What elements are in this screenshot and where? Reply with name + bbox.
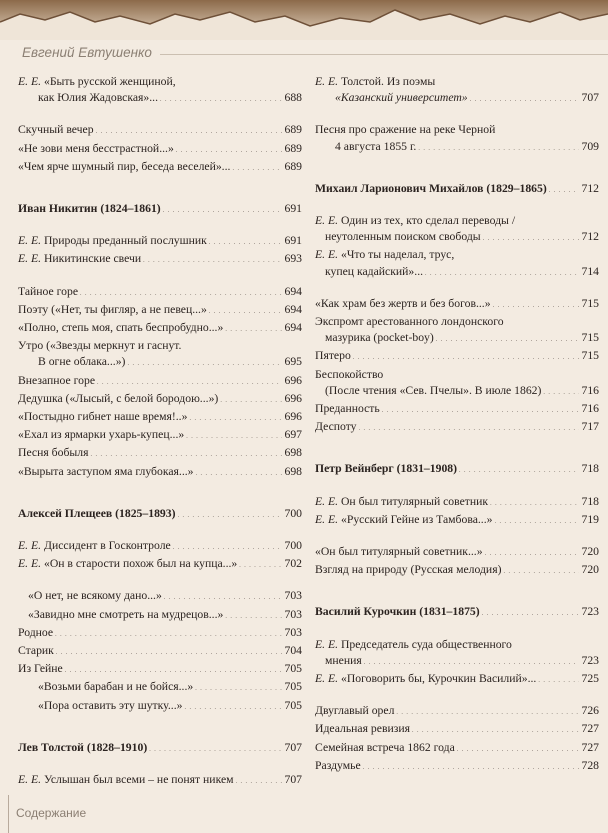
toc-author-heading[interactable] bbox=[315, 461, 599, 479]
dot-leader bbox=[457, 740, 580, 758]
toc-entry[interactable] bbox=[315, 401, 599, 419]
toc-entry-title: Е. Е. Природы преданный послушник bbox=[18, 234, 207, 248]
toc-entry-line: Е. Е. Толстой. Из поэмы bbox=[315, 75, 436, 88]
toc-entry[interactable] bbox=[18, 556, 302, 574]
toc-page-number: 718 bbox=[581, 462, 599, 476]
toc-entry-title: «Как храм без жертв и без богов...» bbox=[315, 296, 491, 310]
toc-page-number: 720 bbox=[581, 563, 599, 577]
dot-leader bbox=[143, 251, 282, 269]
toc-entry[interactable] bbox=[18, 538, 302, 556]
toc-page-number: 704 bbox=[284, 644, 302, 658]
toc-page-number: 702 bbox=[284, 557, 302, 571]
toc-entry-title: как Юлия Жадовская»... bbox=[38, 91, 159, 105]
dot-leader bbox=[196, 464, 283, 482]
dot-leader bbox=[225, 320, 282, 338]
toc-page-number: 696 bbox=[284, 391, 302, 405]
toc-entry-title: «Казанский университет» bbox=[335, 91, 468, 105]
toc-page-number: 697 bbox=[284, 428, 302, 442]
dot-leader bbox=[436, 330, 580, 348]
toc-entry-title: «Завидно мне смотреть на мудрецов...» bbox=[28, 607, 224, 621]
toc-entry-title: Идеальная ревизия bbox=[315, 722, 410, 736]
toc-entry[interactable] bbox=[18, 284, 302, 302]
toc-entry-title: «Ехал из ярмарки ухарь-купец...» bbox=[18, 428, 185, 442]
spacer bbox=[315, 282, 599, 296]
toc-entry[interactable] bbox=[18, 251, 302, 269]
dot-leader bbox=[495, 512, 580, 530]
toc-entry[interactable] bbox=[18, 588, 302, 606]
toc-entry[interactable] bbox=[315, 562, 599, 580]
toc-entry[interactable] bbox=[315, 122, 599, 156]
toc-page-number: 715 bbox=[581, 296, 599, 310]
toc-page-number: 705 bbox=[284, 698, 302, 712]
toc-entry-title: Петр Вейнберг (1831–1908) bbox=[315, 462, 458, 476]
toc-entry-line: Утро («Звезды меркнут и гаснут. bbox=[18, 339, 182, 353]
dot-leader bbox=[236, 772, 283, 790]
spacer bbox=[315, 108, 599, 122]
spacer bbox=[315, 199, 599, 213]
toc-page-number: 717 bbox=[581, 420, 599, 434]
toc-page-number: 695 bbox=[284, 355, 302, 369]
toc-entry[interactable] bbox=[18, 464, 302, 482]
dot-leader bbox=[184, 698, 282, 716]
toc-page-number: 698 bbox=[284, 446, 302, 460]
dot-leader bbox=[149, 740, 282, 758]
toc-page-number: 703 bbox=[284, 625, 302, 639]
toc-entry-line: Беспокойство bbox=[315, 367, 384, 381]
toc-entry-title: «Полно, степь моя, спать беспробудно...» bbox=[18, 321, 224, 335]
dot-leader bbox=[178, 506, 283, 524]
toc-entry-title: Тайное горе bbox=[18, 284, 79, 298]
toc-entry-title: «Чем ярче шумный пир, беседа веселей»... bbox=[18, 159, 231, 173]
toc-entry[interactable] bbox=[18, 233, 302, 251]
toc-entry[interactable] bbox=[18, 302, 302, 320]
toc-entry-line: Е. Е. Председатель суда общественного bbox=[315, 637, 512, 651]
toc-author-heading[interactable] bbox=[18, 506, 302, 524]
toc-page-number: 688 bbox=[284, 91, 302, 105]
toc-page-number: 727 bbox=[581, 722, 599, 736]
toc-entry-title: В огне облака...») bbox=[38, 355, 126, 369]
toc-entry-title: Е. Е. «Русский Гейне из Тамбова...» bbox=[315, 512, 493, 526]
header-rule bbox=[160, 54, 608, 55]
dot-leader bbox=[485, 544, 580, 562]
toc-entry[interactable] bbox=[18, 159, 302, 177]
toc-entry-title: Пятеро bbox=[315, 349, 351, 363]
toc-entry[interactable] bbox=[315, 247, 599, 281]
toc-entry-title: Алексей Плещеев (1825–1893) bbox=[18, 506, 176, 520]
dot-leader bbox=[490, 494, 579, 512]
spacer bbox=[18, 219, 302, 233]
toc-entry-title: Е. Е. Диссидент в Госконтроле bbox=[18, 539, 171, 553]
toc-entry[interactable] bbox=[315, 74, 599, 108]
toc-entry-title: Внезапное горе bbox=[18, 373, 96, 387]
toc-entry-title: Поэту («Нет, ты фигляр, а не певец...» bbox=[18, 302, 207, 316]
toc-entry[interactable] bbox=[18, 679, 302, 697]
toc-entry[interactable] bbox=[315, 721, 599, 739]
toc-entry[interactable] bbox=[18, 141, 302, 159]
toc-entry-title: «Он был титулярный советник...» bbox=[315, 545, 483, 559]
toc-page-number: 715 bbox=[581, 331, 599, 345]
toc-page-number: 714 bbox=[581, 264, 599, 278]
dot-leader bbox=[418, 139, 579, 157]
dot-leader bbox=[364, 653, 580, 671]
toc-entry-title: неутоленным поиском свободы bbox=[325, 230, 481, 244]
dot-leader bbox=[459, 461, 579, 479]
dot-leader bbox=[483, 229, 580, 247]
dot-leader bbox=[225, 607, 282, 625]
toc-entry-title: Родное bbox=[18, 625, 54, 639]
toc-author-heading[interactable] bbox=[18, 201, 302, 219]
footer-rule bbox=[8, 795, 9, 833]
dot-leader bbox=[209, 302, 283, 320]
toc-entry[interactable] bbox=[18, 427, 302, 445]
toc-entry-title: Е. Е. Он был титулярный советник bbox=[315, 494, 489, 508]
toc-entry[interactable] bbox=[315, 419, 599, 437]
toc-entry-title: Иван Никитин (1824–1861) bbox=[18, 202, 161, 216]
dot-leader bbox=[164, 588, 283, 606]
toc-entry-title: Е. Е. «Поговорить бы, Курочкин Василий»... bbox=[315, 672, 537, 686]
toc-page-number: 712 bbox=[581, 230, 599, 244]
dot-leader bbox=[97, 373, 282, 391]
toc-author-heading[interactable] bbox=[315, 181, 599, 199]
spacer bbox=[18, 716, 302, 740]
toc-page-number: 718 bbox=[581, 494, 599, 508]
toc-page-number: 689 bbox=[284, 141, 302, 155]
toc-left-column bbox=[18, 74, 302, 790]
toc-entry[interactable] bbox=[18, 391, 302, 409]
dot-leader bbox=[239, 556, 282, 574]
toc-entry[interactable] bbox=[315, 703, 599, 721]
toc-entry-title: «Вырыта заступом яма глубокая...» bbox=[18, 464, 194, 478]
toc-entry[interactable] bbox=[18, 772, 302, 790]
toc-entry[interactable] bbox=[18, 607, 302, 625]
toc-page-number: 716 bbox=[581, 383, 599, 397]
toc-page-number: 691 bbox=[284, 234, 302, 248]
toc-page-number: 723 bbox=[581, 653, 599, 667]
spacer bbox=[18, 108, 302, 122]
toc-page-number: 709 bbox=[581, 139, 599, 153]
toc-page-number: 728 bbox=[581, 758, 599, 772]
spacer bbox=[18, 482, 302, 506]
toc-page-number: 725 bbox=[581, 672, 599, 686]
dot-leader bbox=[173, 538, 283, 556]
toc-entry[interactable] bbox=[315, 213, 599, 247]
toc-entry-title: Песня бобыля bbox=[18, 446, 89, 460]
dot-leader bbox=[189, 409, 282, 427]
spacer bbox=[315, 480, 599, 494]
toc-page-number: 700 bbox=[284, 539, 302, 553]
dot-leader bbox=[232, 159, 282, 177]
toc-entry[interactable] bbox=[18, 445, 302, 463]
dot-leader bbox=[80, 284, 282, 302]
toc-entry-title: Е. Е. Услышан был всеми – не понят никем bbox=[18, 773, 234, 787]
toc-page-number: 726 bbox=[581, 704, 599, 718]
dot-leader bbox=[65, 661, 283, 679]
toc-page-number: 705 bbox=[284, 680, 302, 694]
dot-leader bbox=[359, 419, 580, 437]
toc-page-number: 698 bbox=[284, 464, 302, 478]
toc-entry-line: Е. Е. «Что ты наделал, трус, bbox=[315, 248, 455, 262]
toc-entry-title: «Возьми барабан и не бойся...» bbox=[38, 680, 194, 694]
dot-leader bbox=[96, 122, 283, 140]
toc-entry-title: Дедушка («Лысый, с белой бородою...») bbox=[18, 391, 219, 405]
toc-page-number: 727 bbox=[581, 740, 599, 754]
header-author: Евгений Евтушенко bbox=[22, 45, 152, 60]
dot-leader bbox=[493, 296, 580, 314]
toc-page-number: 694 bbox=[284, 302, 302, 316]
toc-entry[interactable] bbox=[315, 544, 599, 562]
toc-entry-title: Семейная встреча 1862 года bbox=[315, 740, 455, 754]
toc-entry[interactable] bbox=[315, 512, 599, 530]
dot-leader bbox=[127, 354, 282, 372]
dot-leader bbox=[412, 721, 580, 739]
toc-entry-title: Старик bbox=[18, 644, 54, 658]
dot-leader bbox=[482, 604, 580, 622]
spacer bbox=[315, 623, 599, 637]
toc-entry[interactable] bbox=[315, 314, 599, 348]
dot-leader bbox=[195, 679, 282, 697]
toc-page-number: 703 bbox=[284, 607, 302, 621]
toc-entry-title: 4 августа 1855 г. bbox=[335, 139, 417, 153]
toc-entry[interactable] bbox=[315, 367, 599, 401]
toc-entry[interactable] bbox=[18, 320, 302, 338]
dot-leader bbox=[209, 233, 283, 251]
toc-page-number: 700 bbox=[284, 506, 302, 520]
dot-leader bbox=[220, 391, 282, 409]
dot-leader bbox=[503, 562, 579, 580]
toc-entry[interactable] bbox=[18, 643, 302, 661]
toc-page-number: 720 bbox=[581, 545, 599, 559]
footer-section-label: Содержание bbox=[16, 806, 87, 820]
toc-page-number: 689 bbox=[284, 159, 302, 173]
toc-entry-title: Деспоту bbox=[315, 420, 357, 434]
dot-leader bbox=[90, 445, 282, 463]
toc-entry-title: Взгляд на природу (Русская мелодия) bbox=[315, 563, 502, 577]
toc-page-number: 716 bbox=[581, 402, 599, 416]
toc-page-number: 693 bbox=[284, 252, 302, 266]
toc-page-number: 705 bbox=[284, 662, 302, 676]
toc-entry-title: Михаил Ларионович Михайлов (1829–1865) bbox=[315, 181, 547, 195]
dot-leader bbox=[56, 643, 283, 661]
toc-entry-title: «О нет, не всякому дано...» bbox=[28, 589, 162, 603]
toc-entry-title: «Пора оставить эту шутку...» bbox=[38, 698, 183, 712]
toc-entry-title: «Постыдно гибнет наше время!..» bbox=[18, 410, 188, 424]
toc-page-number: 712 bbox=[581, 181, 599, 195]
toc-entry-title: купец кадайский»... bbox=[325, 264, 424, 278]
toc-entry-title: Е. Е. «Он в старости похож был на купца...» bbox=[18, 557, 238, 571]
toc-page-number: 723 bbox=[581, 605, 599, 619]
dot-leader bbox=[353, 348, 580, 366]
toc-entry-title: Раздумье bbox=[315, 758, 361, 772]
spacer bbox=[315, 689, 599, 703]
toc-entry-line: Е. Е. Один из тех, кто сделал переводы / bbox=[315, 214, 516, 228]
toc-entry[interactable] bbox=[18, 122, 302, 140]
spacer bbox=[18, 270, 302, 284]
toc-entry[interactable] bbox=[18, 74, 302, 108]
dot-leader bbox=[425, 264, 579, 282]
toc-entry-title: Скучный вечер bbox=[18, 123, 94, 137]
toc-entry-title: Василий Курочкин (1831–1875) bbox=[315, 605, 480, 619]
toc-entry-title: мнения bbox=[325, 653, 362, 667]
dot-leader bbox=[382, 401, 580, 419]
toc-entry[interactable] bbox=[315, 758, 599, 776]
dot-leader bbox=[538, 671, 579, 689]
toc-entry[interactable] bbox=[315, 296, 599, 314]
dot-leader bbox=[176, 141, 283, 159]
toc-entry[interactable] bbox=[18, 625, 302, 643]
toc-entry[interactable] bbox=[315, 740, 599, 758]
dot-leader bbox=[160, 90, 282, 108]
toc-page-number: 696 bbox=[284, 410, 302, 424]
toc-entry-line: Песня про сражение на реке Черной bbox=[315, 123, 496, 137]
toc-page-number: 715 bbox=[581, 349, 599, 363]
toc-entry-title: Из Гейне bbox=[18, 662, 63, 676]
toc-page-number: 694 bbox=[284, 284, 302, 298]
toc-page-number: 691 bbox=[284, 202, 302, 216]
toc-right-column bbox=[315, 74, 599, 776]
dot-leader bbox=[363, 758, 580, 776]
dot-leader bbox=[55, 625, 282, 643]
toc-entry-title: (После чтения «Сев. Пчелы». В июле 1862) bbox=[325, 383, 542, 397]
toc-entry[interactable] bbox=[315, 348, 599, 366]
spacer bbox=[18, 524, 302, 538]
spacer bbox=[18, 758, 302, 772]
spacer bbox=[315, 157, 599, 181]
spacer bbox=[315, 437, 599, 461]
toc-entry[interactable] bbox=[315, 671, 599, 689]
toc-entry-line: Е. Е. «Быть русской женщиной, bbox=[18, 75, 176, 88]
toc-entry-title: Лев Толстой (1828–1910) bbox=[18, 740, 148, 754]
spacer bbox=[18, 574, 302, 588]
toc-entry[interactable] bbox=[18, 409, 302, 427]
dot-leader bbox=[470, 90, 580, 108]
dot-leader bbox=[396, 703, 579, 721]
toc-entry[interactable] bbox=[18, 373, 302, 391]
toc-entry[interactable] bbox=[18, 661, 302, 679]
dot-leader bbox=[549, 181, 580, 199]
toc-entry[interactable] bbox=[18, 338, 302, 372]
toc-page-number: 689 bbox=[284, 123, 302, 137]
toc-page-number: 707 bbox=[284, 740, 302, 754]
toc-entry[interactable] bbox=[315, 494, 599, 512]
dot-leader bbox=[163, 201, 283, 219]
toc-entry-title: мазурика (pocket-boy) bbox=[325, 331, 434, 345]
toc-entry-title: «Не зови меня бесстрастной...» bbox=[18, 141, 174, 155]
toc-page-number: 707 bbox=[284, 773, 302, 787]
toc-entry[interactable] bbox=[315, 637, 599, 671]
toc-page-number: 719 bbox=[581, 512, 599, 526]
toc-page-number: 694 bbox=[284, 321, 302, 335]
dot-leader bbox=[543, 383, 579, 401]
spacer bbox=[18, 177, 302, 201]
torn-paper-edge bbox=[0, 0, 608, 40]
toc-page-number: 707 bbox=[581, 91, 599, 105]
spacer bbox=[315, 530, 599, 544]
toc-page-number: 696 bbox=[284, 373, 302, 387]
toc-entry-line: Экспромт арестованного лондонского bbox=[315, 315, 504, 329]
toc-entry[interactable] bbox=[18, 698, 302, 716]
toc-page-number: 703 bbox=[284, 589, 302, 603]
toc-entry-title: Е. Е. Никитинские свечи bbox=[18, 252, 142, 266]
toc-entry-title: Двуглавый орел bbox=[315, 704, 395, 718]
toc-author-heading[interactable] bbox=[315, 604, 599, 622]
dot-leader bbox=[186, 427, 282, 445]
toc-author-heading[interactable] bbox=[18, 740, 302, 758]
toc-entry-title: Преданность bbox=[315, 402, 380, 416]
spacer bbox=[315, 580, 599, 604]
